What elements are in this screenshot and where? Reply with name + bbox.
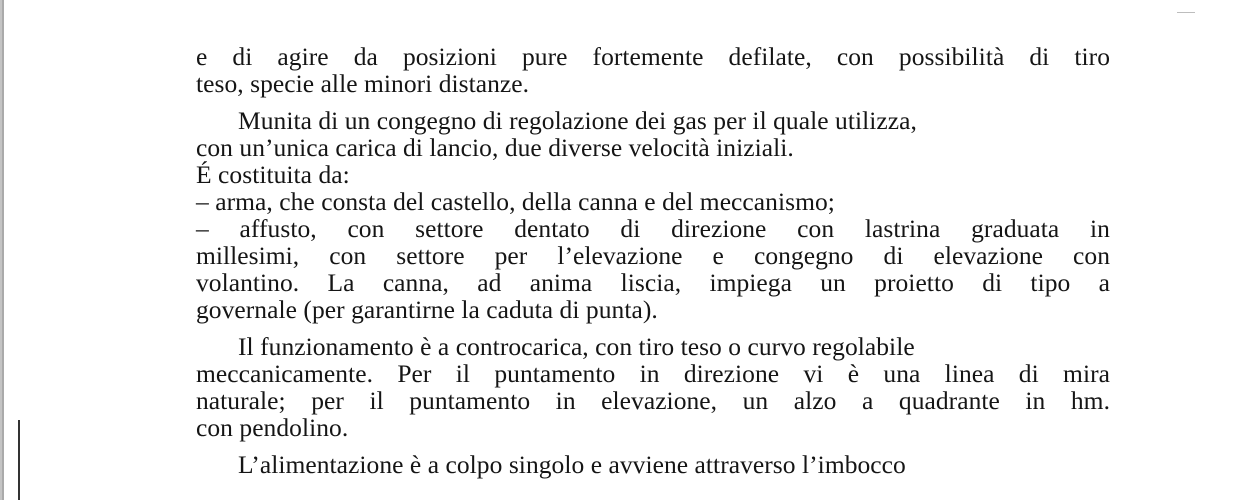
scan-left-edge	[0, 0, 4, 500]
text-line: meccanicamente. Per il puntamento in direzione vi è una linea di mira	[196, 359, 1110, 388]
text-line: con pendolino.	[196, 413, 349, 442]
text-line: volantino. La canna, ad anima liscia, impiega un proietto di tipo a	[196, 268, 1110, 297]
text-line: e di agire da posizioni pure fortemente defilate, con possibilità di tiro	[196, 42, 1110, 71]
text-line: governale (per garantirne la caduta di punta).	[196, 295, 658, 324]
text-line: millesimi, con settore per l’elevazione e congegno di elevazione con	[196, 241, 1110, 270]
text-line: É costituita da:	[196, 160, 350, 189]
document-body	[196, 43, 1110, 478]
list-item: – affusto, con settore dentato di direzione con lastrina graduata in	[196, 214, 1110, 243]
text-line: Munita di un congegno di regolazione dei gas per il quale utilizza,	[238, 106, 917, 135]
text-line: naturale; per il puntamento in elevazione, un alzo a quadrante in hm.	[196, 386, 1110, 415]
text-line: Il funzionamento è a controcarica, con tiro teso o curvo regolabile	[238, 332, 915, 361]
text-line: con un’unica carica di lancio, due diverse velocità iniziali.	[196, 133, 794, 162]
scan-edge-mark	[18, 420, 20, 500]
text-line: L’alimentazione è a colpo singolo e avviene attraverso l’imbocco	[238, 450, 906, 479]
list-item: – arma, che consta del castello, della canna e del meccanismo;	[196, 187, 835, 216]
text-line: teso, specie alle minori distanze.	[196, 69, 530, 98]
scan-artifact	[1177, 12, 1195, 13]
